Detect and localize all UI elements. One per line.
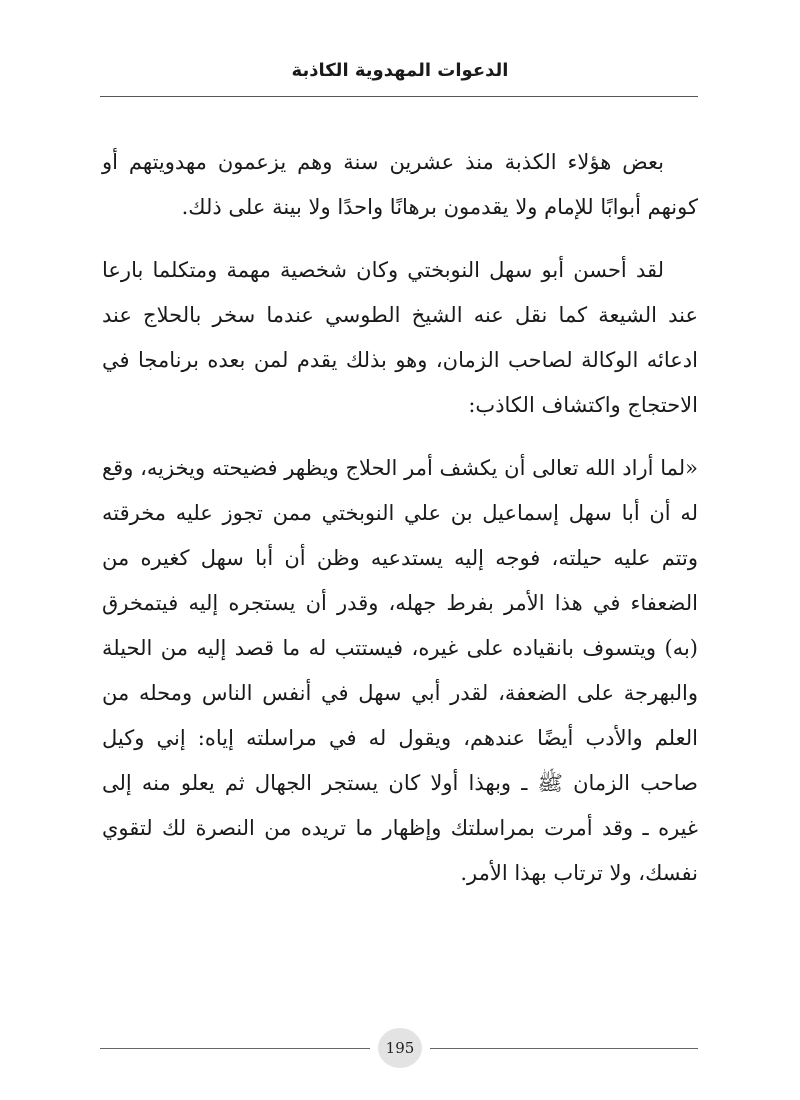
paragraph-1: بعض هؤلاء الكذبة منذ عشرين سنة وهم يزعمون مهدويتهم أو كونهم أبوابًا للإمام ولا يقدمون برهانًا واحدًا ولا بينة على ذلك. — [102, 150, 698, 219]
page-number-badge: 195 — [378, 1028, 422, 1068]
quoted-paragraph: «لما أراد الله تعالى أن يكشف أمر الحلاج ويظهر فضيحته ويخزيه، وقع له أن أبا سهل إسماعيل بن علي النوبختي ممن تجوز عليه مخرقته وتتم عليه حيلته، فوجه إليه يستدعيه وظن أن أبا سهل كغيره من الضعفاء في هذا الأمر بفرط جهله، وقدر أن يستجره إليه فيتمخرق (به) ويتسوف بانقياده على غيره، فيستتب له ما قصد إليه من الحيلة والبهرجة على الضعفة، لقدر أبي سهل في أنفس الناس ومحله من العلم والأدب أيضًا عندهم، ويقول له في مراسلته إياه: إني وكيل صاحب الزمان ﷺ ـ وبهذا أولا كان يستجر الجهال ثم يعلو منه إلى غيره ـ وقد أمرت بمراسلتك وإظهار ما تريده من النصرة لك لتقوي نفسك، ولا ترتاب بهذا الأمر. — [102, 456, 698, 885]
header-divider — [100, 96, 698, 97]
footer-divider-left — [100, 1048, 370, 1049]
page-body — [102, 140, 698, 914]
running-header-title: الدعوات المهدوية الكاذبة — [291, 60, 509, 81]
footer-divider-right — [430, 1048, 698, 1049]
paragraph-2: لقد أحسن أبو سهل النوبختي وكان شخصية مهمة ومتكلما بارعا عند الشيعة كما نقل عنه الشيخ الطوسي عندما سخر بالحلاج عند ادعائه الوكالة لصاحب الزمان، وهو بذلك يقدم لمن بعده برنامجا في الاحتجاج واكتشاف الكاذب: — [102, 258, 698, 417]
